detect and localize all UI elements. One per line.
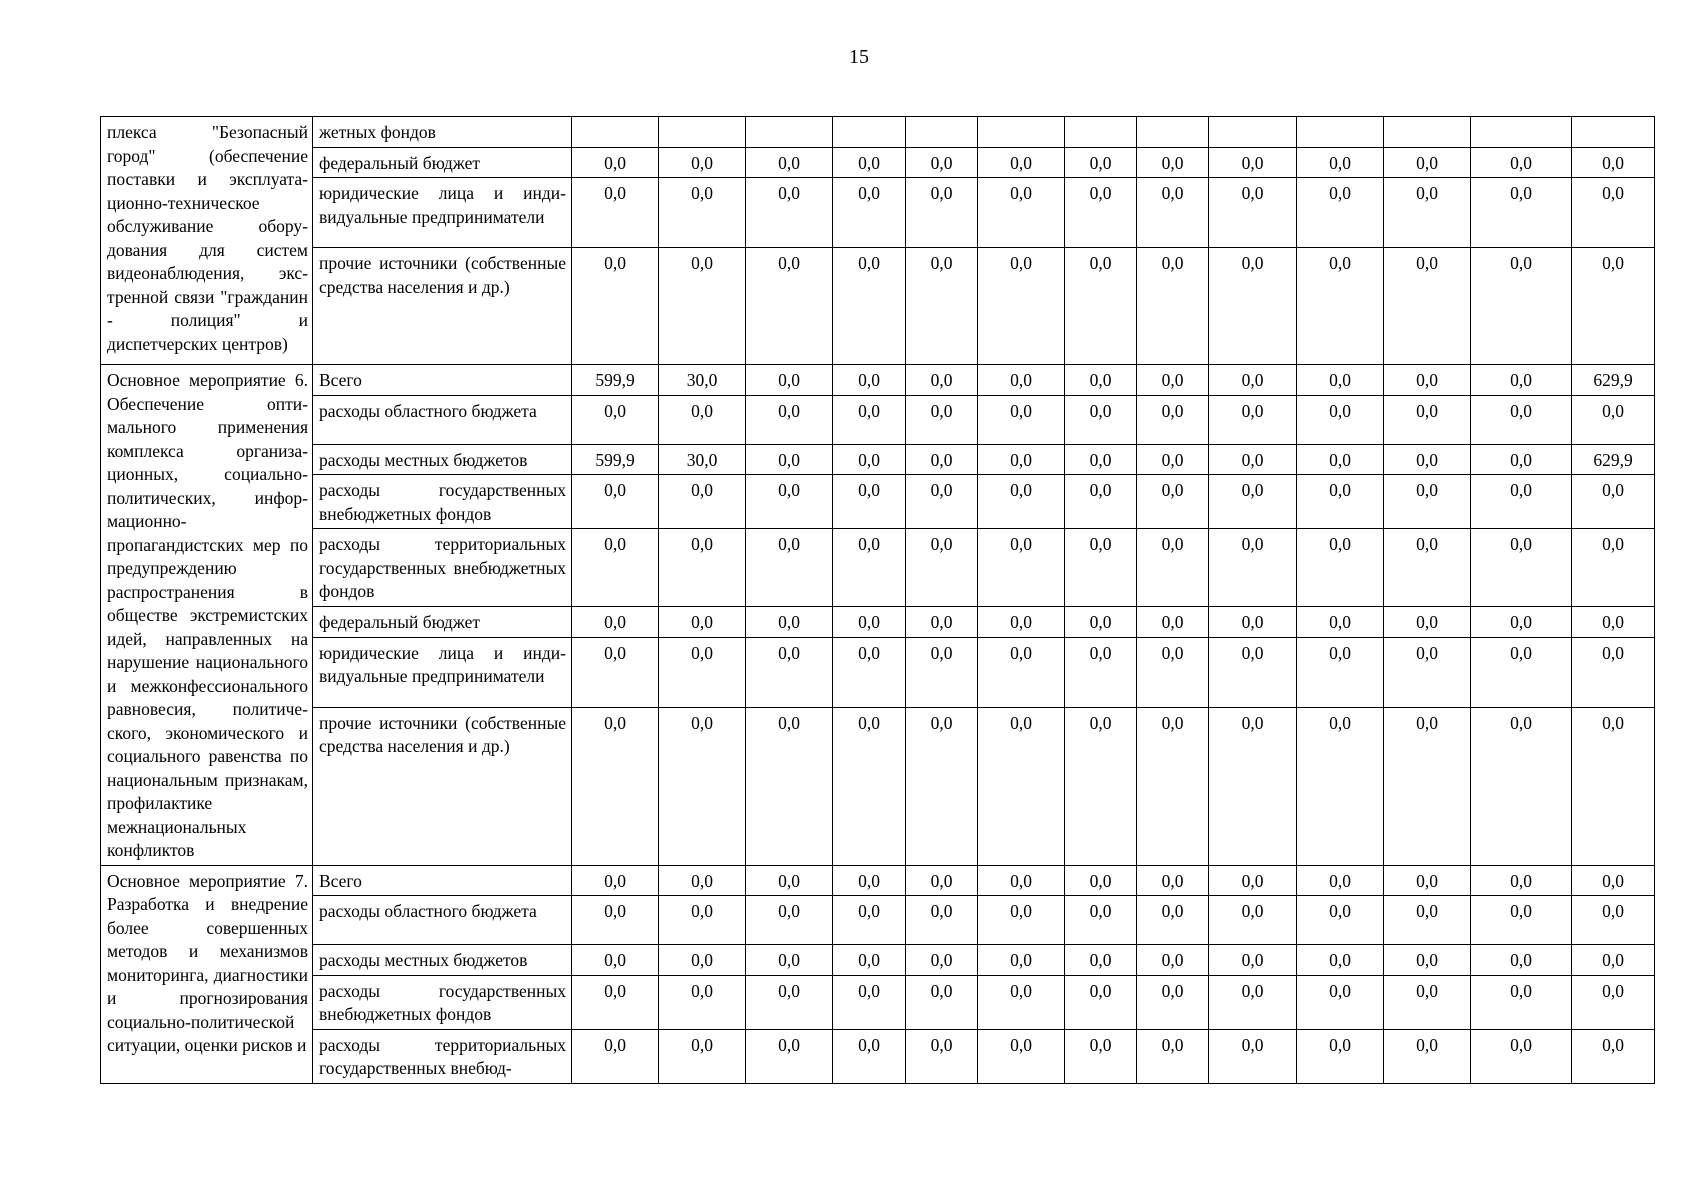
value-cell: 0,0 (659, 529, 746, 607)
value-cell: 0,0 (906, 248, 978, 365)
value-cell: 0,0 (1471, 147, 1572, 178)
value-cell: 0,0 (572, 1029, 659, 1083)
value-cell: 0,0 (906, 365, 978, 396)
value-cell: 0,0 (1471, 707, 1572, 865)
table-row (101, 607, 1655, 638)
table-row (101, 896, 1655, 945)
value-cell: 0,0 (572, 707, 659, 865)
value-cell: 0,0 (572, 178, 659, 248)
value-cell: 0,0 (1384, 444, 1471, 475)
value-cell: 0,0 (746, 865, 833, 896)
value-cell (1471, 117, 1572, 148)
value-cell: 0,0 (1384, 896, 1471, 945)
value-cell: 0,0 (1572, 707, 1655, 865)
value-cell: 0,0 (746, 444, 833, 475)
value-cell: 0,0 (1065, 637, 1137, 707)
value-cell: 0,0 (1065, 607, 1137, 638)
value-cell: 0,0 (1572, 896, 1655, 945)
table-row (101, 117, 1655, 148)
value-cell: 0,0 (572, 529, 659, 607)
value-cell: 0,0 (1384, 365, 1471, 396)
value-cell: 0,0 (1065, 529, 1137, 607)
value-cell: 0,0 (1297, 248, 1384, 365)
value-cell: 0,0 (906, 975, 978, 1029)
value-cell: 0,0 (659, 607, 746, 638)
value-cell: 0,0 (1471, 1029, 1572, 1083)
budget-table (100, 116, 1655, 1084)
value-cell: 0,0 (1572, 475, 1655, 529)
value-cell: 0,0 (746, 945, 833, 976)
value-cell: 0,0 (1137, 707, 1209, 865)
value-cell: 0,0 (1384, 865, 1471, 896)
value-cell: 0,0 (833, 444, 906, 475)
value-cell: 0,0 (833, 365, 906, 396)
value-cell: 0,0 (1297, 637, 1384, 707)
value-cell: 0,0 (1065, 1029, 1137, 1083)
value-cell: 0,0 (659, 178, 746, 248)
value-cell: 0,0 (833, 1029, 906, 1083)
funding-source: расходы областного бюджета (313, 395, 572, 444)
value-cell: 0,0 (1572, 607, 1655, 638)
value-cell: 0,0 (1384, 147, 1471, 178)
value-cell: 0,0 (833, 607, 906, 638)
funding-source: юридические лица и индивидуальные предприниматели (313, 178, 572, 248)
value-cell (833, 117, 906, 148)
funding-source: расходы государственных внебюджетных фондов (313, 475, 572, 529)
value-cell: 0,0 (906, 896, 978, 945)
value-cell: 0,0 (978, 945, 1065, 976)
value-cell: 0,0 (906, 178, 978, 248)
value-cell: 0,0 (1137, 178, 1209, 248)
event-description: плекса "Безопасный город" (обеспечение поставки и эксплуатационно-техническое обслуживание оборудования для систем видеонаблюдения, экстренной связи "гражданин - полиция" и диспетчерских центров) (101, 117, 313, 365)
value-cell: 0,0 (1572, 178, 1655, 248)
value-cell: 0,0 (1065, 865, 1137, 896)
value-cell (978, 117, 1065, 148)
value-cell: 0,0 (978, 444, 1065, 475)
value-cell: 0,0 (1209, 395, 1297, 444)
value-cell: 0,0 (1065, 975, 1137, 1029)
table-row (101, 395, 1655, 444)
value-cell: 0,0 (659, 248, 746, 365)
value-cell: 0,0 (746, 475, 833, 529)
value-cell: 0,0 (978, 607, 1065, 638)
value-cell: 0,0 (1137, 637, 1209, 707)
table-row (101, 444, 1655, 475)
value-cell: 0,0 (746, 178, 833, 248)
value-cell: 0,0 (1384, 529, 1471, 607)
value-cell: 0,0 (1572, 147, 1655, 178)
value-cell: 0,0 (906, 147, 978, 178)
value-cell: 0,0 (1297, 707, 1384, 865)
value-cell: 0,0 (1471, 475, 1572, 529)
value-cell: 0,0 (659, 896, 746, 945)
value-cell: 0,0 (1471, 444, 1572, 475)
table-row (101, 707, 1655, 865)
value-cell: 0,0 (746, 707, 833, 865)
value-cell: 0,0 (1137, 529, 1209, 607)
funding-source: расходы территориальных государственных внебюд- (313, 1029, 572, 1083)
value-cell: 0,0 (1471, 178, 1572, 248)
value-cell: 0,0 (659, 975, 746, 1029)
table-row (101, 865, 1655, 896)
value-cell: 0,0 (1209, 896, 1297, 945)
value-cell: 0,0 (833, 637, 906, 707)
value-cell: 0,0 (906, 637, 978, 707)
value-cell: 0,0 (1297, 147, 1384, 178)
value-cell: 0,0 (833, 865, 906, 896)
value-cell: 0,0 (1572, 975, 1655, 1029)
value-cell (1065, 117, 1137, 148)
value-cell: 0,0 (746, 365, 833, 396)
value-cell: 0,0 (1297, 945, 1384, 976)
value-cell: 0,0 (572, 147, 659, 178)
value-cell: 0,0 (833, 975, 906, 1029)
value-cell: 0,0 (1471, 248, 1572, 365)
value-cell: 0,0 (1471, 365, 1572, 396)
value-cell (572, 117, 659, 148)
value-cell: 0,0 (906, 607, 978, 638)
value-cell: 0,0 (1384, 178, 1471, 248)
value-cell: 0,0 (1137, 865, 1209, 896)
value-cell: 30,0 (659, 365, 746, 396)
value-cell: 0,0 (1137, 395, 1209, 444)
value-cell: 0,0 (833, 475, 906, 529)
funding-source: Всего (313, 365, 572, 396)
value-cell: 0,0 (1384, 475, 1471, 529)
value-cell: 0,0 (833, 707, 906, 865)
value-cell: 0,0 (572, 607, 659, 638)
value-cell: 0,0 (978, 248, 1065, 365)
value-cell: 0,0 (572, 896, 659, 945)
funding-source: расходы местных бюджетов (313, 444, 572, 475)
value-cell: 0,0 (1471, 975, 1572, 1029)
value-cell: 0,0 (1297, 975, 1384, 1029)
value-cell: 0,0 (906, 1029, 978, 1083)
value-cell: 0,0 (1065, 395, 1137, 444)
table-row (101, 637, 1655, 707)
value-cell: 0,0 (906, 475, 978, 529)
value-cell: 0,0 (833, 248, 906, 365)
value-cell: 0,0 (1384, 975, 1471, 1029)
value-cell: 0,0 (1572, 248, 1655, 365)
value-cell (1297, 117, 1384, 148)
value-cell: 30,0 (659, 444, 746, 475)
value-cell: 0,0 (1065, 365, 1137, 396)
value-cell: 0,0 (1209, 529, 1297, 607)
value-cell: 0,0 (1065, 178, 1137, 248)
table-row (101, 975, 1655, 1029)
value-cell: 0,0 (906, 945, 978, 976)
value-cell: 0,0 (1384, 707, 1471, 865)
value-cell: 0,0 (1572, 945, 1655, 976)
value-cell: 0,0 (746, 1029, 833, 1083)
value-cell: 0,0 (1209, 475, 1297, 529)
value-cell: 0,0 (1297, 475, 1384, 529)
value-cell: 0,0 (746, 637, 833, 707)
value-cell: 629,9 (1572, 365, 1655, 396)
value-cell: 0,0 (746, 529, 833, 607)
value-cell: 0,0 (1137, 475, 1209, 529)
value-cell: 0,0 (1065, 147, 1137, 178)
value-cell: 0,0 (659, 865, 746, 896)
value-cell: 599,9 (572, 444, 659, 475)
value-cell: 0,0 (1572, 637, 1655, 707)
value-cell: 0,0 (833, 147, 906, 178)
value-cell: 0,0 (1384, 945, 1471, 976)
funding-source: расходы областного бюджета (313, 896, 572, 945)
value-cell: 0,0 (1471, 637, 1572, 707)
value-cell: 0,0 (572, 248, 659, 365)
funding-source: расходы местных бюджетов (313, 945, 572, 976)
event-description: Основное мероприятие 6. Обеспечение оптимального применения комплекса организационных, социально-политических, информационно-пропагандистских мер по предупреждению распространения в обществе экстремистских идей, направленных на нарушение национального и межконфессионального равновесия, политического, экономического и социального равенства по национальным признакам, профилактике межнациональных конфликтов (101, 365, 313, 866)
value-cell: 0,0 (833, 529, 906, 607)
value-cell: 0,0 (1471, 945, 1572, 976)
table-row (101, 1029, 1655, 1083)
value-cell: 0,0 (1209, 178, 1297, 248)
value-cell: 0,0 (1572, 865, 1655, 896)
value-cell: 0,0 (906, 707, 978, 865)
funding-source: жетных фондов (313, 117, 572, 148)
value-cell: 0,0 (1297, 444, 1384, 475)
value-cell: 599,9 (572, 365, 659, 396)
value-cell: 0,0 (978, 975, 1065, 1029)
value-cell: 0,0 (1297, 365, 1384, 396)
value-cell: 0,0 (978, 147, 1065, 178)
value-cell: 0,0 (746, 896, 833, 945)
value-cell: 0,0 (746, 395, 833, 444)
funding-source: прочие источники (собственные средства населения и др.) (313, 707, 572, 865)
value-cell: 0,0 (978, 896, 1065, 945)
value-cell: 0,0 (1065, 444, 1137, 475)
value-cell: 0,0 (659, 147, 746, 178)
value-cell: 0,0 (1137, 365, 1209, 396)
value-cell: 0,0 (1209, 865, 1297, 896)
value-cell: 0,0 (906, 529, 978, 607)
value-cell: 0,0 (572, 975, 659, 1029)
value-cell (1137, 117, 1209, 148)
value-cell: 0,0 (746, 607, 833, 638)
value-cell: 0,0 (1471, 607, 1572, 638)
value-cell: 0,0 (1471, 395, 1572, 444)
value-cell: 0,0 (572, 865, 659, 896)
table-row (101, 178, 1655, 248)
value-cell: 0,0 (978, 365, 1065, 396)
value-cell: 0,0 (1471, 529, 1572, 607)
value-cell: 0,0 (833, 896, 906, 945)
value-cell (1209, 117, 1297, 148)
value-cell: 0,0 (1384, 637, 1471, 707)
table-row (101, 529, 1655, 607)
value-cell: 0,0 (906, 444, 978, 475)
value-cell: 0,0 (1209, 147, 1297, 178)
value-cell: 0,0 (1065, 475, 1137, 529)
value-cell: 0,0 (1209, 1029, 1297, 1083)
value-cell: 0,0 (978, 865, 1065, 896)
value-cell: 0,0 (659, 475, 746, 529)
value-cell: 0,0 (572, 475, 659, 529)
funding-source: расходы территориальных государственных внебюджетных фондов (313, 529, 572, 607)
value-cell: 0,0 (746, 248, 833, 365)
funding-source: федеральный бюджет (313, 147, 572, 178)
value-cell: 0,0 (833, 945, 906, 976)
value-cell: 0,0 (659, 637, 746, 707)
value-cell: 0,0 (1065, 945, 1137, 976)
value-cell: 0,0 (659, 707, 746, 865)
value-cell: 0,0 (1137, 945, 1209, 976)
value-cell: 0,0 (1065, 896, 1137, 945)
value-cell: 0,0 (1137, 607, 1209, 638)
value-cell: 0,0 (978, 475, 1065, 529)
value-cell: 0,0 (978, 395, 1065, 444)
value-cell: 0,0 (1137, 1029, 1209, 1083)
value-cell: 0,0 (978, 529, 1065, 607)
table-row (101, 475, 1655, 529)
value-cell: 0,0 (1209, 365, 1297, 396)
value-cell: 0,0 (1209, 248, 1297, 365)
funding-source: расходы государственных внебюджетных фондов (313, 975, 572, 1029)
value-cell: 0,0 (1137, 248, 1209, 365)
funding-source: Всего (313, 865, 572, 896)
table-row (101, 248, 1655, 365)
value-cell: 0,0 (1209, 637, 1297, 707)
value-cell: 0,0 (1137, 444, 1209, 475)
value-cell (659, 117, 746, 148)
value-cell: 0,0 (572, 945, 659, 976)
value-cell: 0,0 (978, 637, 1065, 707)
value-cell: 0,0 (978, 707, 1065, 865)
value-cell: 0,0 (1209, 707, 1297, 865)
value-cell: 0,0 (572, 395, 659, 444)
value-cell: 0,0 (978, 178, 1065, 248)
value-cell: 0,0 (1572, 529, 1655, 607)
value-cell: 0,0 (1297, 178, 1384, 248)
value-cell (1572, 117, 1655, 148)
funding-source: федеральный бюджет (313, 607, 572, 638)
value-cell: 0,0 (1572, 395, 1655, 444)
value-cell: 0,0 (659, 395, 746, 444)
event-description: Основное мероприятие 7. Разработка и внедрение более совершенных методов и механизмов мониторинга, диагностики и прогнозирования социально-политической ситуации, оценки рисков и (101, 865, 313, 1083)
value-cell (746, 117, 833, 148)
value-cell: 0,0 (1297, 529, 1384, 607)
table-row (101, 147, 1655, 178)
value-cell: 0,0 (906, 395, 978, 444)
value-cell: 0,0 (572, 637, 659, 707)
value-cell: 0,0 (659, 945, 746, 976)
value-cell: 0,0 (833, 395, 906, 444)
value-cell: 0,0 (1209, 975, 1297, 1029)
value-cell: 0,0 (659, 1029, 746, 1083)
table-row (101, 365, 1655, 396)
value-cell: 0,0 (1209, 945, 1297, 976)
value-cell: 0,0 (1384, 607, 1471, 638)
value-cell: 0,0 (1297, 896, 1384, 945)
value-cell: 0,0 (1065, 707, 1137, 865)
page-number: 15 (849, 46, 869, 68)
funding-source: юридические лица и индивидуальные предприниматели (313, 637, 572, 707)
value-cell: 0,0 (1297, 1029, 1384, 1083)
value-cell: 629,9 (1572, 444, 1655, 475)
value-cell: 0,0 (1209, 607, 1297, 638)
value-cell: 0,0 (746, 147, 833, 178)
value-cell: 0,0 (1384, 395, 1471, 444)
value-cell: 0,0 (1065, 248, 1137, 365)
value-cell: 0,0 (1137, 147, 1209, 178)
value-cell: 0,0 (1572, 1029, 1655, 1083)
value-cell: 0,0 (1297, 395, 1384, 444)
value-cell: 0,0 (1297, 607, 1384, 638)
value-cell: 0,0 (978, 1029, 1065, 1083)
value-cell: 0,0 (1384, 248, 1471, 365)
value-cell: 0,0 (1384, 1029, 1471, 1083)
value-cell: 0,0 (906, 865, 978, 896)
value-cell: 0,0 (1297, 865, 1384, 896)
value-cell: 0,0 (746, 975, 833, 1029)
value-cell: 0,0 (1471, 896, 1572, 945)
value-cell: 0,0 (1137, 896, 1209, 945)
funding-source: прочие источники (собственные средства населения и др.) (313, 248, 572, 365)
table-row (101, 945, 1655, 976)
value-cell: 0,0 (1137, 975, 1209, 1029)
value-cell: 0,0 (1471, 865, 1572, 896)
value-cell (906, 117, 978, 148)
value-cell: 0,0 (1209, 444, 1297, 475)
value-cell: 0,0 (833, 178, 906, 248)
value-cell (1384, 117, 1471, 148)
